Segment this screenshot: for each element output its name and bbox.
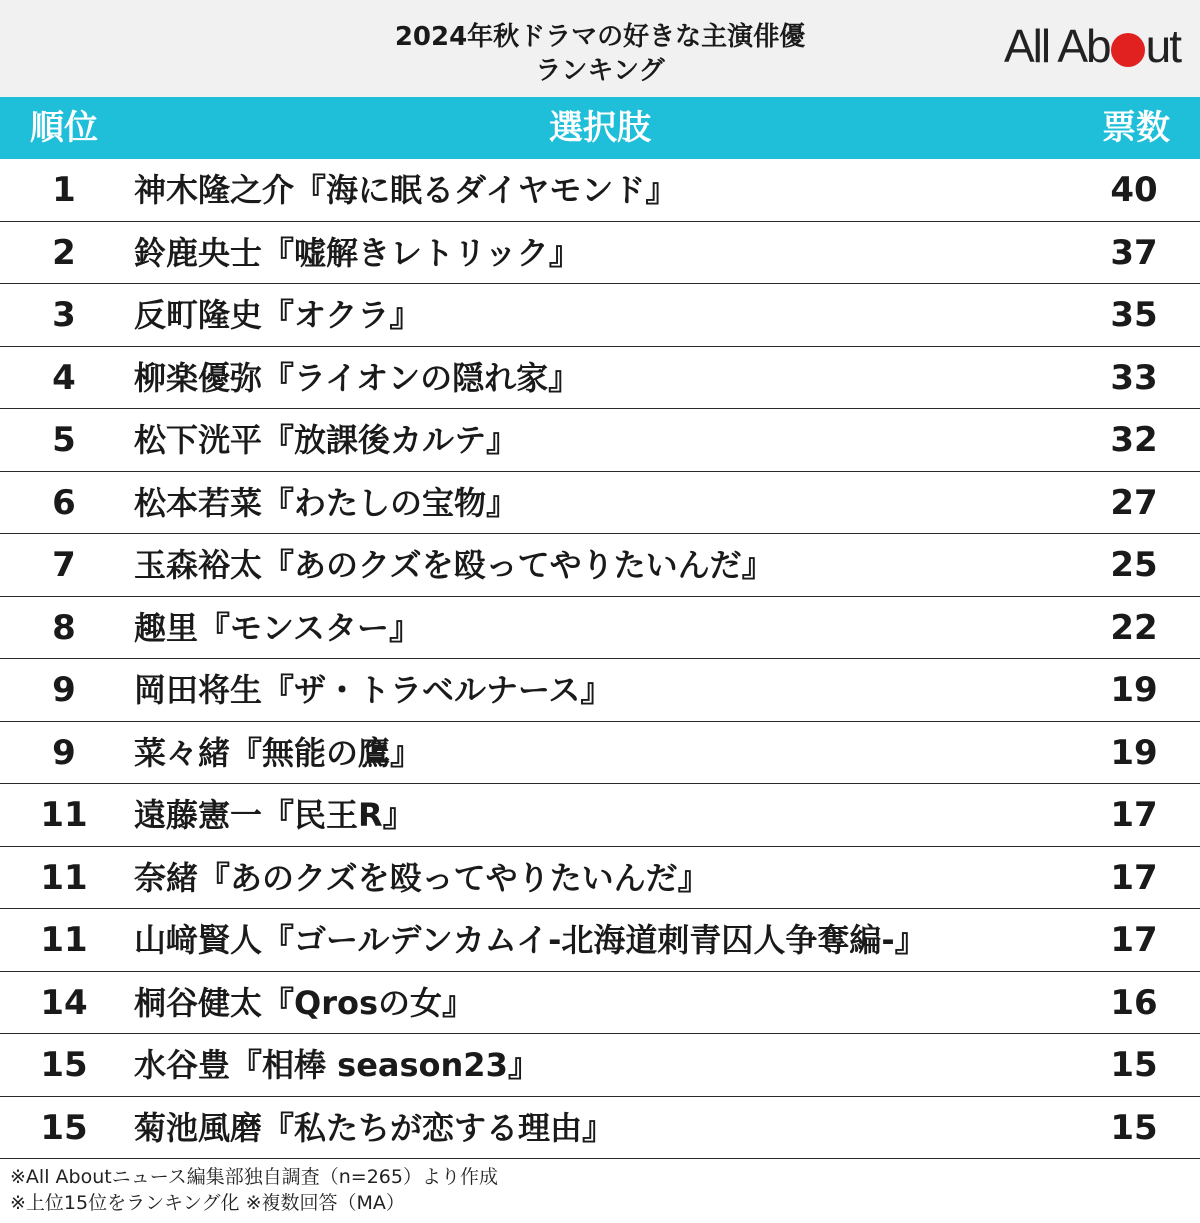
rank-cell: 5 bbox=[52, 420, 76, 460]
table-row bbox=[0, 1034, 1200, 1097]
rank-cell: 11 bbox=[40, 920, 88, 960]
votes-cell: 40 bbox=[1110, 170, 1158, 210]
table-header bbox=[0, 97, 1200, 159]
choice-cell: 遠藤憲一『民王R』 bbox=[134, 796, 415, 834]
votes-cell: 37 bbox=[1110, 232, 1158, 273]
rank-cell: 14 bbox=[40, 982, 88, 1023]
logo-red-dot-icon bbox=[1111, 33, 1145, 67]
choice-cell: 鈴鹿央士『嘘解きレトリック』 bbox=[134, 233, 581, 272]
choice-cell: 反町隆史『オクラ』 bbox=[134, 296, 422, 334]
rank-cell: 9 bbox=[52, 670, 76, 710]
rank-cell: 15 bbox=[40, 1107, 88, 1148]
table-row bbox=[0, 284, 1200, 347]
header bbox=[0, 0, 1200, 97]
choice-cell: 神木隆之介『海に眠るダイヤモンド』 bbox=[134, 171, 678, 209]
votes-cell: 27 bbox=[1110, 482, 1158, 523]
choice-cell: 桐谷健太『Qrosの女』 bbox=[134, 983, 475, 1022]
table-row bbox=[0, 534, 1200, 597]
rank-cell: 7 bbox=[52, 545, 76, 585]
rank-cell: 11 bbox=[40, 795, 88, 835]
column-header-votes: 票数 bbox=[1102, 108, 1170, 148]
table-row bbox=[0, 847, 1200, 910]
choice-cell: 菜々緒『無能の鷹』 bbox=[134, 733, 423, 772]
votes-cell: 19 bbox=[1110, 670, 1158, 710]
choice-cell: 岡田将生『ザ・トラベルナース』 bbox=[134, 671, 613, 709]
table-row bbox=[0, 972, 1200, 1035]
table-row bbox=[0, 409, 1200, 472]
choice-cell: 玉森裕太『あのクズを殴ってやりたいんだ』 bbox=[134, 546, 774, 584]
table-row bbox=[0, 222, 1200, 285]
choice-cell: 菊池風磨『私たちが恋する理由』 bbox=[134, 1108, 615, 1147]
table-row bbox=[0, 722, 1200, 785]
table-row bbox=[0, 597, 1200, 660]
logo-text-start: All Ab bbox=[1003, 20, 1110, 72]
rank-cell: 6 bbox=[52, 482, 76, 523]
footnotes bbox=[10, 1164, 498, 1216]
choice-cell: 柳楽優弥『ライオンの隠れ家』 bbox=[134, 358, 581, 397]
table-row bbox=[0, 347, 1200, 410]
choice-cell: 水谷豊『相棒 season23』 bbox=[134, 1046, 540, 1084]
choice-cell: 奈緒『あのクズを殴ってやりたいんだ』 bbox=[134, 858, 710, 897]
all-about-logo bbox=[1004, 18, 1180, 74]
logo-text-end: ut bbox=[1145, 20, 1180, 72]
votes-cell: 17 bbox=[1110, 795, 1158, 835]
choice-cell: 山﨑賢人『ゴールデンカムイ-北海道刺青囚人争奪編-』 bbox=[134, 921, 927, 959]
votes-cell: 16 bbox=[1110, 982, 1158, 1023]
rank-cell: 3 bbox=[52, 295, 76, 335]
rank-cell: 1 bbox=[52, 170, 76, 210]
rank-cell: 4 bbox=[52, 357, 76, 398]
votes-cell: 19 bbox=[1110, 732, 1158, 773]
column-header-choice: 選択肢 bbox=[549, 108, 651, 148]
votes-cell: 15 bbox=[1110, 1107, 1158, 1148]
table-row bbox=[0, 784, 1200, 847]
ranking-table-body bbox=[0, 159, 1200, 1159]
votes-cell: 33 bbox=[1110, 357, 1158, 398]
choice-cell: 趣里『モンスター』 bbox=[134, 608, 422, 647]
footnote-source: ※All Aboutニュース編集部独自調査（n=265）より作成 bbox=[10, 1166, 498, 1188]
votes-cell: 22 bbox=[1110, 607, 1158, 648]
votes-cell: 32 bbox=[1110, 420, 1158, 460]
column-header-rank: 順位 bbox=[30, 108, 98, 148]
table-row bbox=[0, 1097, 1200, 1160]
chart-title bbox=[200, 20, 1000, 88]
table-row bbox=[0, 909, 1200, 972]
rank-cell: 15 bbox=[40, 1045, 88, 1085]
rank-cell: 9 bbox=[52, 732, 76, 773]
choice-cell: 松下洸平『放課後カルテ』 bbox=[134, 421, 519, 459]
votes-cell: 25 bbox=[1110, 545, 1158, 585]
rank-cell: 11 bbox=[40, 857, 88, 898]
footnote-method: ※上位15位をランキング化 ※複数回答（MA） bbox=[10, 1192, 405, 1214]
votes-cell: 17 bbox=[1110, 920, 1158, 960]
title-line-2: ランキング bbox=[535, 56, 665, 86]
table-row bbox=[0, 659, 1200, 722]
votes-cell: 17 bbox=[1110, 857, 1158, 898]
choice-cell: 松本若菜『わたしの宝物』 bbox=[134, 483, 519, 522]
rank-cell: 8 bbox=[52, 607, 76, 648]
votes-cell: 15 bbox=[1110, 1045, 1158, 1085]
title-line-1: 2024年秋ドラマの好きな主演俳優 bbox=[394, 22, 806, 52]
table-row bbox=[0, 472, 1200, 535]
rank-cell: 2 bbox=[52, 232, 76, 273]
votes-cell: 35 bbox=[1110, 295, 1158, 335]
table-row bbox=[0, 159, 1200, 222]
